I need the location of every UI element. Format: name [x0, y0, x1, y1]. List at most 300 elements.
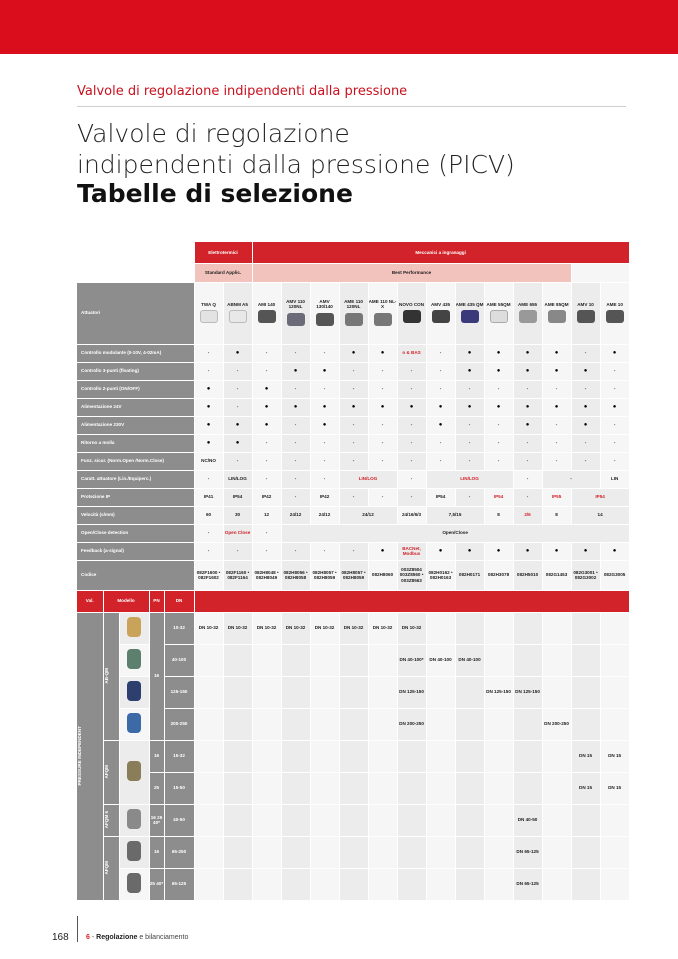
table-cell: Funz. sicur. (Norm.Open /Norm.Close) [77, 452, 194, 470]
table-cell: - [455, 452, 484, 470]
table-cell [281, 740, 310, 772]
table-cell: 082G3001 • 082G3002 [571, 560, 600, 590]
table-cell [119, 612, 149, 644]
table-cell: - [368, 362, 397, 380]
table-cell [484, 772, 513, 804]
valve-image [127, 809, 141, 829]
table-cell [252, 836, 281, 868]
table-cell: 65-125 [164, 868, 194, 900]
table-cell: - [513, 470, 542, 488]
group-mechanical: Meccanici a ingranaggi [252, 242, 629, 263]
table-cell: - [339, 416, 368, 434]
table-cell: ● [513, 398, 542, 416]
actuator-col: AME 10 [600, 282, 629, 344]
table-cell: AB-QM [103, 612, 119, 740]
table-cell: ● [339, 398, 368, 416]
actuator-col: AMV 10 [571, 282, 600, 344]
actuator-col: AME 110 NL-X [368, 282, 397, 344]
actuator-col: AMV 110 120NL [281, 282, 310, 344]
table-cell: Protezione IP [77, 488, 194, 506]
table-cell [571, 676, 600, 708]
table-cell: ● [426, 542, 455, 560]
table-cell: LIN/LOG [339, 470, 397, 488]
table-cell: 082H8056 • 082H8058 [281, 560, 310, 590]
table-cell: 082G1453 [542, 560, 571, 590]
table-cell [339, 772, 368, 804]
table-cell [339, 868, 368, 900]
table-cell: Codice [77, 560, 194, 590]
table-cell: PN [149, 590, 164, 612]
valve-image [127, 649, 141, 669]
actuator-col: AMV 130/140 [310, 282, 339, 344]
table-cell [600, 708, 629, 740]
table-cell [310, 676, 339, 708]
table-cell: ● [455, 362, 484, 380]
selection-row [77, 804, 629, 836]
table-cell [368, 772, 397, 804]
table-cell: DN 10-32 [252, 612, 281, 644]
page-title-line1: Valvole di regolazione [77, 119, 350, 148]
table-cell: 082F1160 • 082F1164 [223, 560, 252, 590]
table-cell: DN 125-150 [513, 676, 542, 708]
table-cell: DN 10-32 [194, 612, 223, 644]
table-cell: - [600, 416, 629, 434]
table-cell: 65-250 [164, 836, 194, 868]
table-cell: - [194, 542, 223, 560]
table-cell: Alimentazione 24V [77, 398, 194, 416]
table-cell: ● [542, 362, 571, 380]
table-cell: 082H8048 • 082H8049 [252, 560, 281, 590]
subtitle-divider [77, 106, 626, 107]
table-cell: - [455, 434, 484, 452]
table-cell: - [281, 452, 310, 470]
table-cell: - [571, 380, 600, 398]
selection-row [77, 740, 629, 772]
table-cell [368, 868, 397, 900]
table-cell: ● [600, 398, 629, 416]
table-cell [194, 676, 223, 708]
table-cell: - [426, 344, 455, 362]
actuator-image [519, 310, 537, 323]
table-cell: - [397, 470, 426, 488]
table-row [77, 434, 629, 452]
table-cell [252, 868, 281, 900]
table-cell: IP55 [542, 488, 571, 506]
table-cell: - [484, 434, 513, 452]
table-cell [455, 612, 484, 644]
actuator-image [200, 310, 218, 323]
table-cell: - [426, 452, 455, 470]
table-cell [455, 772, 484, 804]
table-cell [513, 708, 542, 740]
table-row [77, 506, 629, 524]
table-cell [223, 676, 252, 708]
table-cell: ● [310, 416, 339, 434]
table-cell: ● [571, 416, 600, 434]
table-cell: - [542, 380, 571, 398]
table-cell: 60 [194, 506, 223, 524]
table-cell: 15-32 [164, 740, 194, 772]
table-cell: DN 15 [600, 740, 629, 772]
table-cell: ● [542, 398, 571, 416]
table-cell: 082H8060 [368, 560, 397, 590]
table-cell: ● [223, 416, 252, 434]
table-cell: - [223, 452, 252, 470]
table-cell [513, 612, 542, 644]
table-cell [484, 644, 513, 676]
table-cell: 24/16/6/3 [397, 506, 426, 524]
table-cell: - [455, 416, 484, 434]
page-number: 168 [52, 932, 69, 943]
footer-text: 6 - Regolazione e bilanciamento [86, 934, 189, 941]
selection-row [77, 836, 629, 868]
table-cell [426, 836, 455, 868]
table-cell: 16 [149, 612, 164, 740]
table-cell: DN 200-250 [397, 708, 426, 740]
table-cell [484, 612, 513, 644]
table-cell [426, 804, 455, 836]
table-cell: - [368, 488, 397, 506]
table-cell: - [252, 362, 281, 380]
table-cell: 24/12 [310, 506, 339, 524]
table-cell: DN 40-100 [455, 644, 484, 676]
table-cell: - [513, 452, 542, 470]
table-cell [194, 590, 629, 612]
table-cell [339, 644, 368, 676]
table-cell: ● [542, 542, 571, 560]
table-cell: - [252, 452, 281, 470]
table-cell: - [368, 434, 397, 452]
table-cell: AFQM 6 [103, 804, 119, 836]
table-cell: - [513, 488, 542, 506]
table-cell: - [310, 542, 339, 560]
table-cell: DN 15 [571, 740, 600, 772]
table-cell: Caratt. attuatore (Lin./Equiperc.) [77, 470, 194, 488]
table-cell [368, 836, 397, 868]
table-cell [368, 676, 397, 708]
table-cell: DN 40-50 [513, 804, 542, 836]
table-cell: Feedback (a-signal) [77, 542, 194, 560]
actuator-image [403, 310, 421, 323]
table-cell: ● [455, 398, 484, 416]
valve-image [127, 873, 141, 893]
table-cell: Open/Close detection [77, 524, 194, 542]
table-cell [600, 868, 629, 900]
table-cell [119, 868, 149, 900]
table-cell: IP54 [223, 488, 252, 506]
table-cell [455, 708, 484, 740]
actuator-col: AME 655 [513, 282, 542, 344]
table-cell: - [223, 398, 252, 416]
table-cell: - [339, 488, 368, 506]
valve-image [127, 713, 141, 733]
table-cell: - [223, 542, 252, 560]
table-row [77, 380, 629, 398]
table-cell: ● [426, 416, 455, 434]
table-cell: 16 [149, 836, 164, 868]
valve-image [127, 841, 141, 861]
table-cell: DN 10-32 [223, 612, 252, 644]
table-cell [252, 708, 281, 740]
table-cell: ● [513, 344, 542, 362]
table-cell: - [397, 362, 426, 380]
table-cell: ● [223, 344, 252, 362]
table-row [77, 452, 629, 470]
table-cell [252, 772, 281, 804]
table-cell [310, 868, 339, 900]
table-cell [542, 740, 571, 772]
table-cell [426, 772, 455, 804]
table-cell: - [194, 362, 223, 380]
bottom-header-row [77, 590, 629, 612]
table-cell: - [281, 416, 310, 434]
table-cell: - [368, 380, 397, 398]
table-cell [339, 676, 368, 708]
table-cell [281, 772, 310, 804]
table-cell [513, 772, 542, 804]
table-cell: - [281, 542, 310, 560]
table-cell [223, 644, 252, 676]
table-cell [310, 772, 339, 804]
table-cell: 082F1600 • 082F1602 [194, 560, 223, 590]
table-cell: ● [571, 542, 600, 560]
table-cell [119, 740, 149, 804]
table-cell [426, 740, 455, 772]
table-cell: - [397, 452, 426, 470]
table-cell: - [426, 362, 455, 380]
table-cell [77, 263, 194, 282]
table-cell: - [455, 380, 484, 398]
table-cell [252, 676, 281, 708]
table-cell [542, 644, 571, 676]
table-cell [310, 836, 339, 868]
side-label-cell [77, 612, 103, 900]
actuator-image [229, 310, 247, 323]
table-cell: - [484, 416, 513, 434]
side-label: PRESSURE INDEPENDENT [77, 726, 82, 786]
table-cell: - [339, 434, 368, 452]
table-cell: Alimentazione 230V [77, 416, 194, 434]
section-subtitle: Valvole di regolazione indipendenti dalla pressione [77, 84, 408, 99]
table-cell [119, 804, 149, 836]
table-cell [281, 676, 310, 708]
table-cell [600, 644, 629, 676]
actuator-col: AMV 435 [426, 282, 455, 344]
table-cell: - [397, 380, 426, 398]
table-cell [484, 836, 513, 868]
table-cell [484, 740, 513, 772]
table-cell [600, 676, 629, 708]
table-cell [426, 676, 455, 708]
table-cell: ● [513, 542, 542, 560]
table-cell [310, 644, 339, 676]
table-cell: ● [484, 344, 513, 362]
table-cell: - [571, 344, 600, 362]
table-cell: - [542, 434, 571, 452]
table-cell: AFQM [103, 740, 119, 804]
table-cell [310, 708, 339, 740]
table-cell [194, 804, 223, 836]
table-cell: - [571, 434, 600, 452]
table-cell: ● [571, 362, 600, 380]
table-cell: ● [600, 344, 629, 362]
table-cell [339, 740, 368, 772]
table-cell: - [542, 470, 600, 488]
table-cell: 16 [149, 740, 164, 772]
table-cell: ● [368, 398, 397, 416]
table-cell [339, 804, 368, 836]
table-cell: - [426, 434, 455, 452]
valve-image [127, 617, 141, 637]
table-cell: Open/Close [281, 524, 629, 542]
table-cell [281, 644, 310, 676]
table-cell: ● [513, 362, 542, 380]
table-cell: - [223, 362, 252, 380]
table-cell: - [252, 470, 281, 488]
table-cell [542, 804, 571, 836]
top-red-band [0, 0, 678, 54]
table-cell [368, 804, 397, 836]
table-cell [542, 836, 571, 868]
table-cell [252, 644, 281, 676]
table-cell: - [310, 434, 339, 452]
table-cell: ● [513, 416, 542, 434]
table-cell [571, 644, 600, 676]
table-cell [571, 263, 629, 282]
actuator-col: NOVO CON [397, 282, 426, 344]
table-cell: ● [484, 362, 513, 380]
table-cell: 082H0162 • 082H0163 [426, 560, 455, 590]
table-cell [542, 772, 571, 804]
table-cell: ● [194, 380, 223, 398]
table-cell: 24/12 [281, 506, 310, 524]
table-cell: ● [455, 542, 484, 560]
table-cell: - [397, 416, 426, 434]
table-cell: Controllo modulante (0-10V, 4-02mA) [77, 344, 194, 362]
table-cell: ● [484, 398, 513, 416]
table-cell: - [513, 434, 542, 452]
table-cell: ● [194, 416, 223, 434]
footer-divider [77, 916, 78, 942]
table-cell: - [194, 470, 223, 488]
table-cell [223, 804, 252, 836]
table-cell: DN 200-250 [542, 708, 571, 740]
table-cell [252, 804, 281, 836]
table-cell [397, 836, 426, 868]
actuator-image [461, 310, 479, 323]
table-cell [397, 868, 426, 900]
table-cell: AFQM [103, 836, 119, 900]
table-cell [252, 740, 281, 772]
actuator-col: ABNM A5 [223, 282, 252, 344]
actuator-image [548, 310, 566, 323]
selection-row [77, 612, 629, 644]
table-cell: - [542, 452, 571, 470]
table-cell: IP41 [194, 488, 223, 506]
table-cell: Open Close [223, 524, 252, 542]
table-cell: - [339, 362, 368, 380]
table-cell: ● [397, 398, 426, 416]
page-title-line2: indipendenti dalla pressione (PICV) [77, 150, 515, 179]
table-cell: - [310, 452, 339, 470]
table-cell: Modello [103, 590, 149, 612]
table-cell: ● [281, 362, 310, 380]
table-cell [194, 868, 223, 900]
table-cell [194, 740, 223, 772]
table-cell: 24/12 [339, 506, 397, 524]
table-cell [281, 868, 310, 900]
table-cell: 40-100 [164, 644, 194, 676]
table-cell [571, 708, 600, 740]
table-cell: ● [252, 416, 281, 434]
table-cell [397, 740, 426, 772]
table-cell: DN [164, 590, 194, 612]
table-cell: ● [281, 398, 310, 416]
table-cell: 082H8057 • 082H8059 [339, 560, 368, 590]
table-cell: - [600, 362, 629, 380]
table-cell: ● [484, 542, 513, 560]
table-cell: - [223, 380, 252, 398]
table-cell: ● [542, 344, 571, 362]
table-cell: 25 40* [149, 868, 164, 900]
table-cell [368, 740, 397, 772]
table-cell [281, 836, 310, 868]
table-cell: - [368, 452, 397, 470]
actuator-image [490, 310, 508, 323]
table-cell: - [252, 344, 281, 362]
table-row [77, 560, 629, 590]
group-electrothermal: Elettrotermici [194, 242, 252, 263]
table-cell [484, 804, 513, 836]
table-cell [571, 804, 600, 836]
table-cell [281, 804, 310, 836]
table-cell: ● [339, 344, 368, 362]
table-cell: IP54 [484, 488, 513, 506]
table-cell: ● [368, 542, 397, 560]
table-cell: 082H8057 • 082H8059 [310, 560, 339, 590]
table-cell: DN 10-32 [281, 612, 310, 644]
table-cell: - [281, 380, 310, 398]
table-cell: 003Z8504 003Z8560 • 003Z8563 [397, 560, 426, 590]
table-cell [223, 868, 252, 900]
table-cell: IP54 [571, 488, 629, 506]
actuator-image [374, 313, 392, 326]
table-cell [542, 868, 571, 900]
table-row [77, 524, 629, 542]
table-cell: 082H3078 [484, 560, 513, 590]
table-cell: 082H0171 [455, 560, 484, 590]
table-cell: ● [571, 398, 600, 416]
table-cell [223, 772, 252, 804]
table-cell: LIN/LOG [426, 470, 513, 488]
table-cell: - [194, 524, 223, 542]
selection-row [77, 772, 629, 804]
table-cell: - [252, 434, 281, 452]
table-cell [455, 676, 484, 708]
table-cell: ● [310, 398, 339, 416]
table-cell [368, 708, 397, 740]
table-cell: Controllo 2-punti (ON/OFF) [77, 380, 194, 398]
table-cell: - [339, 452, 368, 470]
table-cell: Ritorno a molla [77, 434, 194, 452]
table-cell: DN 65-125 [513, 868, 542, 900]
table-cell: 2/6 [513, 506, 542, 524]
table-cell [281, 708, 310, 740]
table-cell: - [252, 542, 281, 560]
table-cell: - [513, 380, 542, 398]
table-cell [600, 612, 629, 644]
table-cell: - [542, 416, 571, 434]
